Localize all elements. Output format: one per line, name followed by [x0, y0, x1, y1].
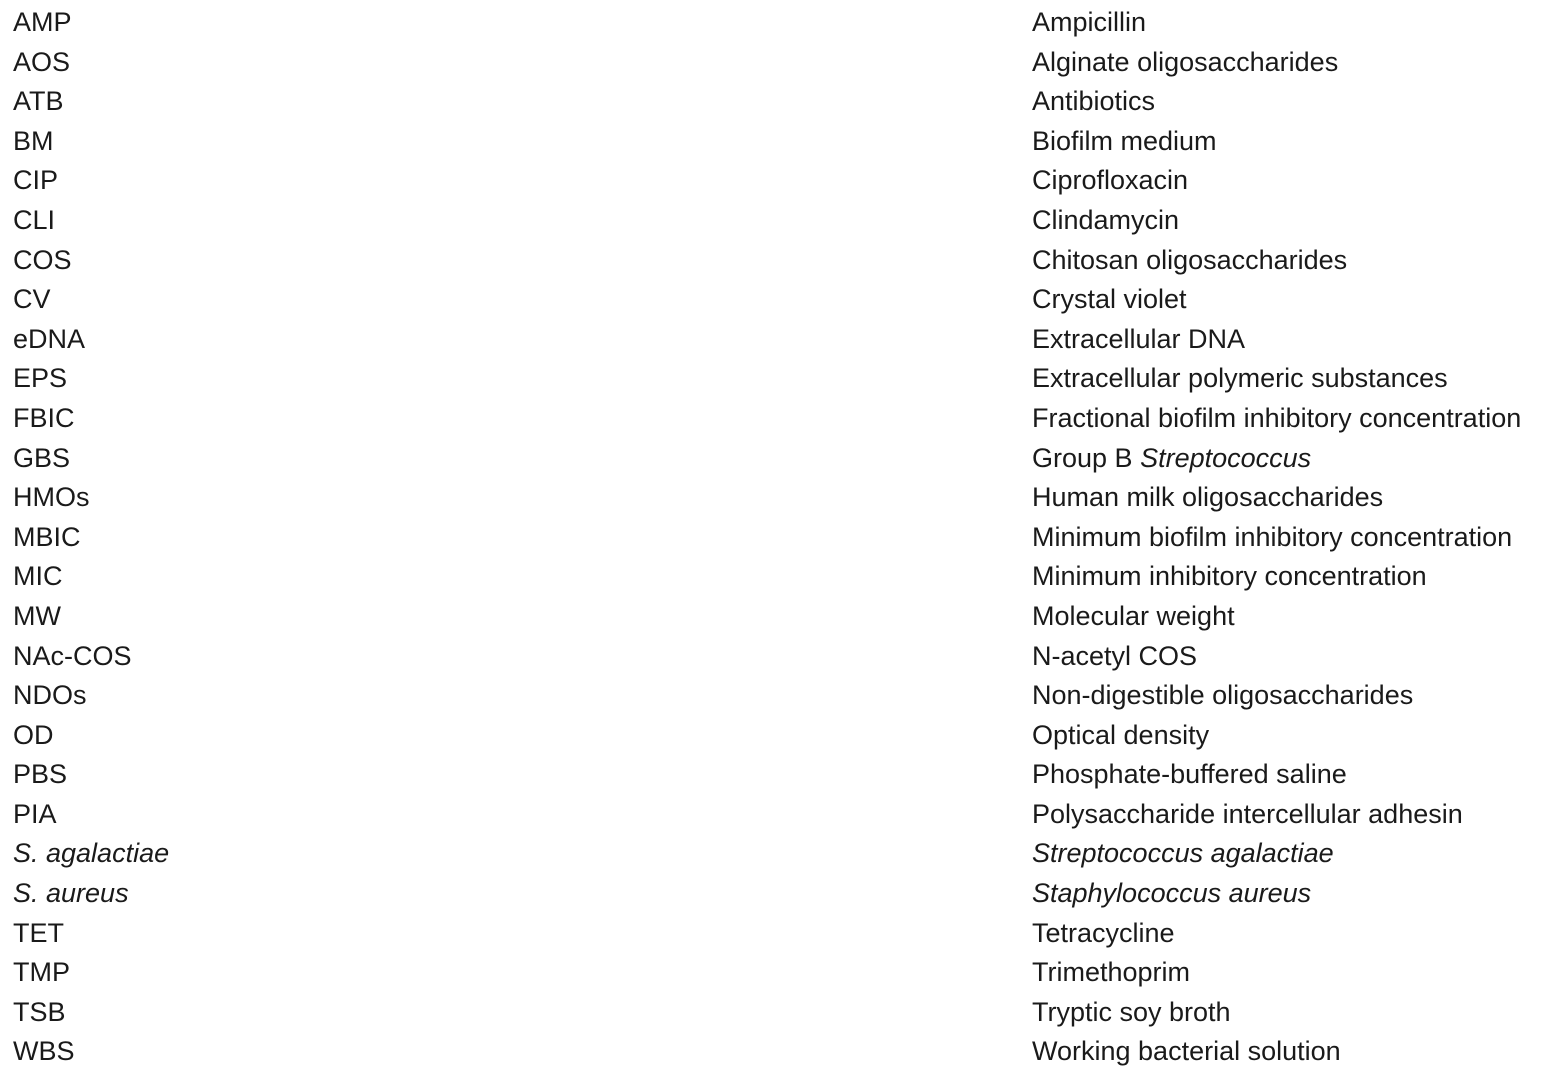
abbreviation-definition	[1032, 597, 1235, 637]
abbreviation-term: NDOs	[13, 680, 87, 711]
abbreviation-term: COS	[13, 244, 72, 275]
abbreviation-row	[0, 439, 1553, 479]
abbreviation-definition	[1032, 201, 1179, 241]
abbreviation-row	[0, 43, 1553, 83]
abbreviation-definition-text: Staphylococcus aureus	[1032, 878, 1312, 909]
abbreviation-definition-italic: Streptococcus	[1140, 442, 1312, 473]
abbreviation-definition	[1032, 557, 1427, 597]
abbreviation-definition-text: Molecular weight	[1032, 600, 1235, 631]
abbreviation-row	[0, 241, 1553, 281]
abbreviation-row	[0, 320, 1553, 360]
abbreviation-definition	[1032, 993, 1231, 1033]
abbreviation-term: PIA	[13, 798, 57, 829]
abbreviation-definition	[1032, 43, 1338, 83]
abbreviation-term: TMP	[13, 957, 70, 988]
abbreviation-term: AMP	[13, 7, 72, 37]
abbreviation-definition-text: Tryptic soy broth	[1032, 996, 1231, 1027]
abbreviation-definition	[1032, 161, 1188, 201]
abbreviation-term: EPS	[13, 363, 68, 394]
abbreviation-row	[0, 795, 1553, 835]
abbreviation-definition	[1032, 914, 1175, 954]
abbreviation-row	[0, 874, 1553, 914]
abbreviation-row	[0, 82, 1553, 122]
abbreviation-term: TSB	[13, 996, 66, 1027]
abbreviation-term: NAc-COS	[13, 640, 132, 671]
abbreviation-row	[0, 834, 1553, 874]
abbreviation-definition-text: Clindamycin	[1032, 204, 1180, 235]
abbreviation-row	[0, 518, 1553, 558]
abbreviation-definition-text: N-acetyl COS	[1032, 640, 1198, 671]
abbreviation-term: AOS	[13, 46, 71, 77]
abbreviation-definition	[1032, 834, 1334, 874]
abbreviation-definition	[1032, 953, 1190, 993]
abbreviation-term: MBIC	[13, 521, 81, 552]
abbreviation-definition-text: Minimum biofilm inhibitory concentration	[1032, 521, 1513, 552]
abbreviation-definition	[1032, 755, 1347, 795]
abbreviation-definition	[1032, 1032, 1341, 1072]
abbreviation-definition	[1032, 676, 1413, 716]
abbreviation-row	[0, 399, 1553, 439]
abbreviation-definition	[1032, 241, 1347, 281]
abbreviation-term: WBS	[13, 1036, 75, 1067]
abbreviation-definition-text: Human milk oligosaccharides	[1032, 482, 1384, 513]
abbreviation-row	[0, 280, 1553, 320]
abbreviation-term: TET	[13, 917, 64, 948]
abbreviation-definition-text: Ampicillin	[1032, 7, 1147, 37]
abbreviation-term: PBS	[13, 759, 68, 790]
abbreviation-term: GBS	[13, 442, 71, 473]
abbreviation-row	[0, 755, 1553, 795]
abbreviation-definition-text: Crystal violet	[1032, 284, 1187, 315]
abbreviation-definition	[1032, 637, 1197, 677]
abbreviation-term: CLI	[13, 204, 56, 235]
abbreviation-row	[0, 122, 1553, 162]
abbreviation-row	[0, 201, 1553, 241]
abbreviation-row	[0, 478, 1553, 518]
abbreviation-definition	[1032, 399, 1521, 439]
abbreviation-definition	[1032, 874, 1311, 914]
abbreviation-row	[0, 676, 1553, 716]
abbreviation-term: CIP	[13, 165, 59, 196]
abbreviation-row	[0, 557, 1553, 597]
abbreviation-definition	[1032, 320, 1245, 360]
abbreviation-definition	[1032, 439, 1311, 479]
abbreviation-definition	[1032, 82, 1155, 122]
abbreviation-row	[0, 3, 1553, 43]
abbreviation-row	[0, 597, 1553, 637]
abbreviation-definition-text: Alginate oligosaccharides	[1032, 46, 1339, 77]
abbreviation-definition	[1032, 518, 1512, 558]
abbreviation-definition-text: Chitosan oligosaccharides	[1032, 244, 1348, 275]
abbreviation-definition-text: Streptococcus agalactiae	[1032, 838, 1334, 869]
abbreviation-definition	[1032, 122, 1217, 162]
abbreviation-definition-text: Tetracycline	[1032, 917, 1175, 948]
abbreviation-definition-text: Extracellular DNA	[1032, 323, 1246, 354]
abbreviation-term: eDNA	[13, 323, 86, 354]
abbreviation-row	[0, 359, 1553, 399]
abbreviation-definition-text: Antibiotics	[1032, 86, 1156, 117]
abbreviation-term: S. aureus	[13, 878, 129, 909]
abbreviation-definition-text: Working bacterial solution	[1032, 1036, 1341, 1067]
abbreviation-row	[0, 993, 1553, 1033]
abbreviation-row	[0, 914, 1553, 954]
abbreviation-term: CV	[13, 284, 51, 315]
abbreviation-term: ATB	[13, 86, 64, 117]
abbreviation-definition	[1032, 478, 1383, 518]
abbreviation-row	[0, 637, 1553, 677]
abbreviation-definition-text: Non-digestible oligosaccharides	[1032, 680, 1414, 711]
abbreviation-row	[0, 953, 1553, 993]
abbreviation-definition-text: Biofilm medium	[1032, 125, 1217, 156]
abbreviation-definition-text: Polysaccharide intercellular adhesin	[1032, 798, 1463, 829]
abbreviation-definition	[1032, 3, 1146, 43]
abbreviation-term: MIC	[13, 561, 63, 592]
abbreviation-definition-text: Extracellular polymeric substances	[1032, 363, 1448, 394]
abbreviation-definition	[1032, 795, 1463, 835]
abbreviation-term: BM	[13, 125, 54, 156]
abbreviation-definition-text: Optical density	[1032, 719, 1210, 750]
abbreviation-definition-text: Trimethoprim	[1032, 957, 1191, 988]
abbreviation-term: FBIC	[13, 402, 75, 433]
abbreviation-term: HMOs	[13, 482, 90, 513]
abbreviation-row	[0, 1032, 1553, 1072]
abbreviation-definition-text: Phosphate-buffered saline	[1032, 759, 1347, 790]
abbreviation-definition-text: Group B	[1032, 442, 1133, 473]
abbreviation-term: MW	[13, 600, 61, 631]
abbreviation-definition	[1032, 716, 1209, 756]
abbreviation-term: S. agalactiae	[13, 838, 170, 869]
abbreviation-definition	[1032, 280, 1187, 320]
abbreviation-row	[0, 716, 1553, 756]
abbreviation-term: OD	[13, 719, 54, 750]
abbreviation-definition	[1032, 359, 1448, 399]
abbreviation-row	[0, 161, 1553, 201]
abbreviation-definition-text: Minimum inhibitory concentration	[1032, 561, 1427, 592]
abbreviation-list	[0, 3, 1553, 1072]
abbreviation-definition-text: Ciprofloxacin	[1032, 165, 1189, 196]
abbreviation-definition-text: Fractional biofilm inhibitory concentration	[1032, 402, 1522, 433]
